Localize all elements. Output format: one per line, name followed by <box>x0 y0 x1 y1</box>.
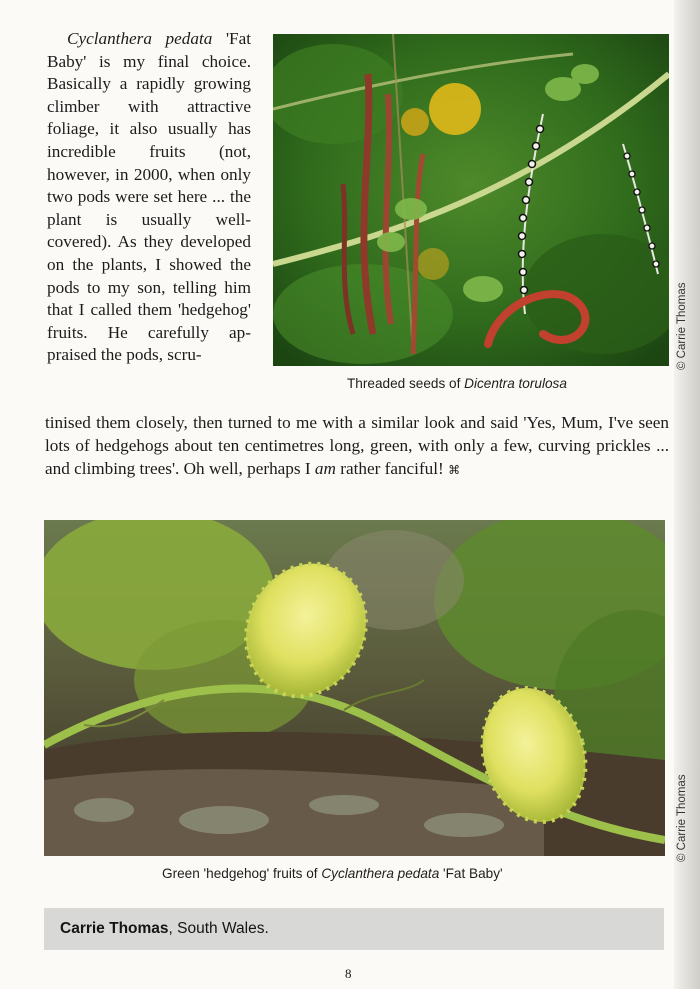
caption-bottom <box>162 866 503 881</box>
caption-bottom-prefix: Green 'hedgehog' fruits of <box>162 866 322 881</box>
photo-dicentra-image <box>273 34 669 366</box>
photo-cyclanthera-image <box>44 520 665 856</box>
article-text-part: tinised them closely, then turned to me with a similar look and said 'Yes, Mum, I've seen lots of hedgehogs about ten centimetres long, green, with only a few, curving prickles ... and climbing trees'. Oh well, perhaps I <box>45 413 669 478</box>
caption-bottom-suffix: 'Fat Baby' <box>439 866 503 881</box>
photo-credit-top: © Carrie Thomas <box>676 282 688 370</box>
article-text-part: rather fanciful! <box>335 458 444 478</box>
page-number: 8 <box>345 966 352 981</box>
article-text-column <box>47 28 251 367</box>
author-location: , South Wales. <box>168 920 269 937</box>
plant-name-italic: Cyclanthera pedata <box>67 29 213 48</box>
emphasis-word: am <box>314 458 336 478</box>
caption-bottom-species: Cyclanthera pedata <box>321 866 440 881</box>
caption-top-species: Dicentra torulosa <box>464 376 567 391</box>
photo-credit-bottom: © Carrie Thomas <box>676 774 688 862</box>
caption-top <box>347 376 567 391</box>
article-text-part: 'Fat Baby' is my final choice. Basically a rapidly growing climber with attractive foliage, it also usually has incredible fruits (not, however, in 2000, when only two pods were set here ... the plant is usually well-covered). As they developed on the plants, I showed the pods to my son, telling him that I called them 'hedgehog' fruits. He carefully ap-praised the pods, scru- <box>47 29 251 365</box>
article-text-wide <box>45 412 669 481</box>
end-mark-icon: ⌘ <box>448 462 461 477</box>
photo-cyclanthera-pedata <box>44 520 665 856</box>
author-name: Carrie Thomas <box>60 920 169 937</box>
article-paragraph-end <box>45 412 669 481</box>
caption-top-prefix: Threaded seeds of <box>347 376 465 391</box>
author-bar <box>44 908 664 950</box>
author-credit <box>44 908 664 950</box>
photo-dicentra-torulosa <box>273 34 669 366</box>
article-paragraph-start <box>47 28 251 367</box>
